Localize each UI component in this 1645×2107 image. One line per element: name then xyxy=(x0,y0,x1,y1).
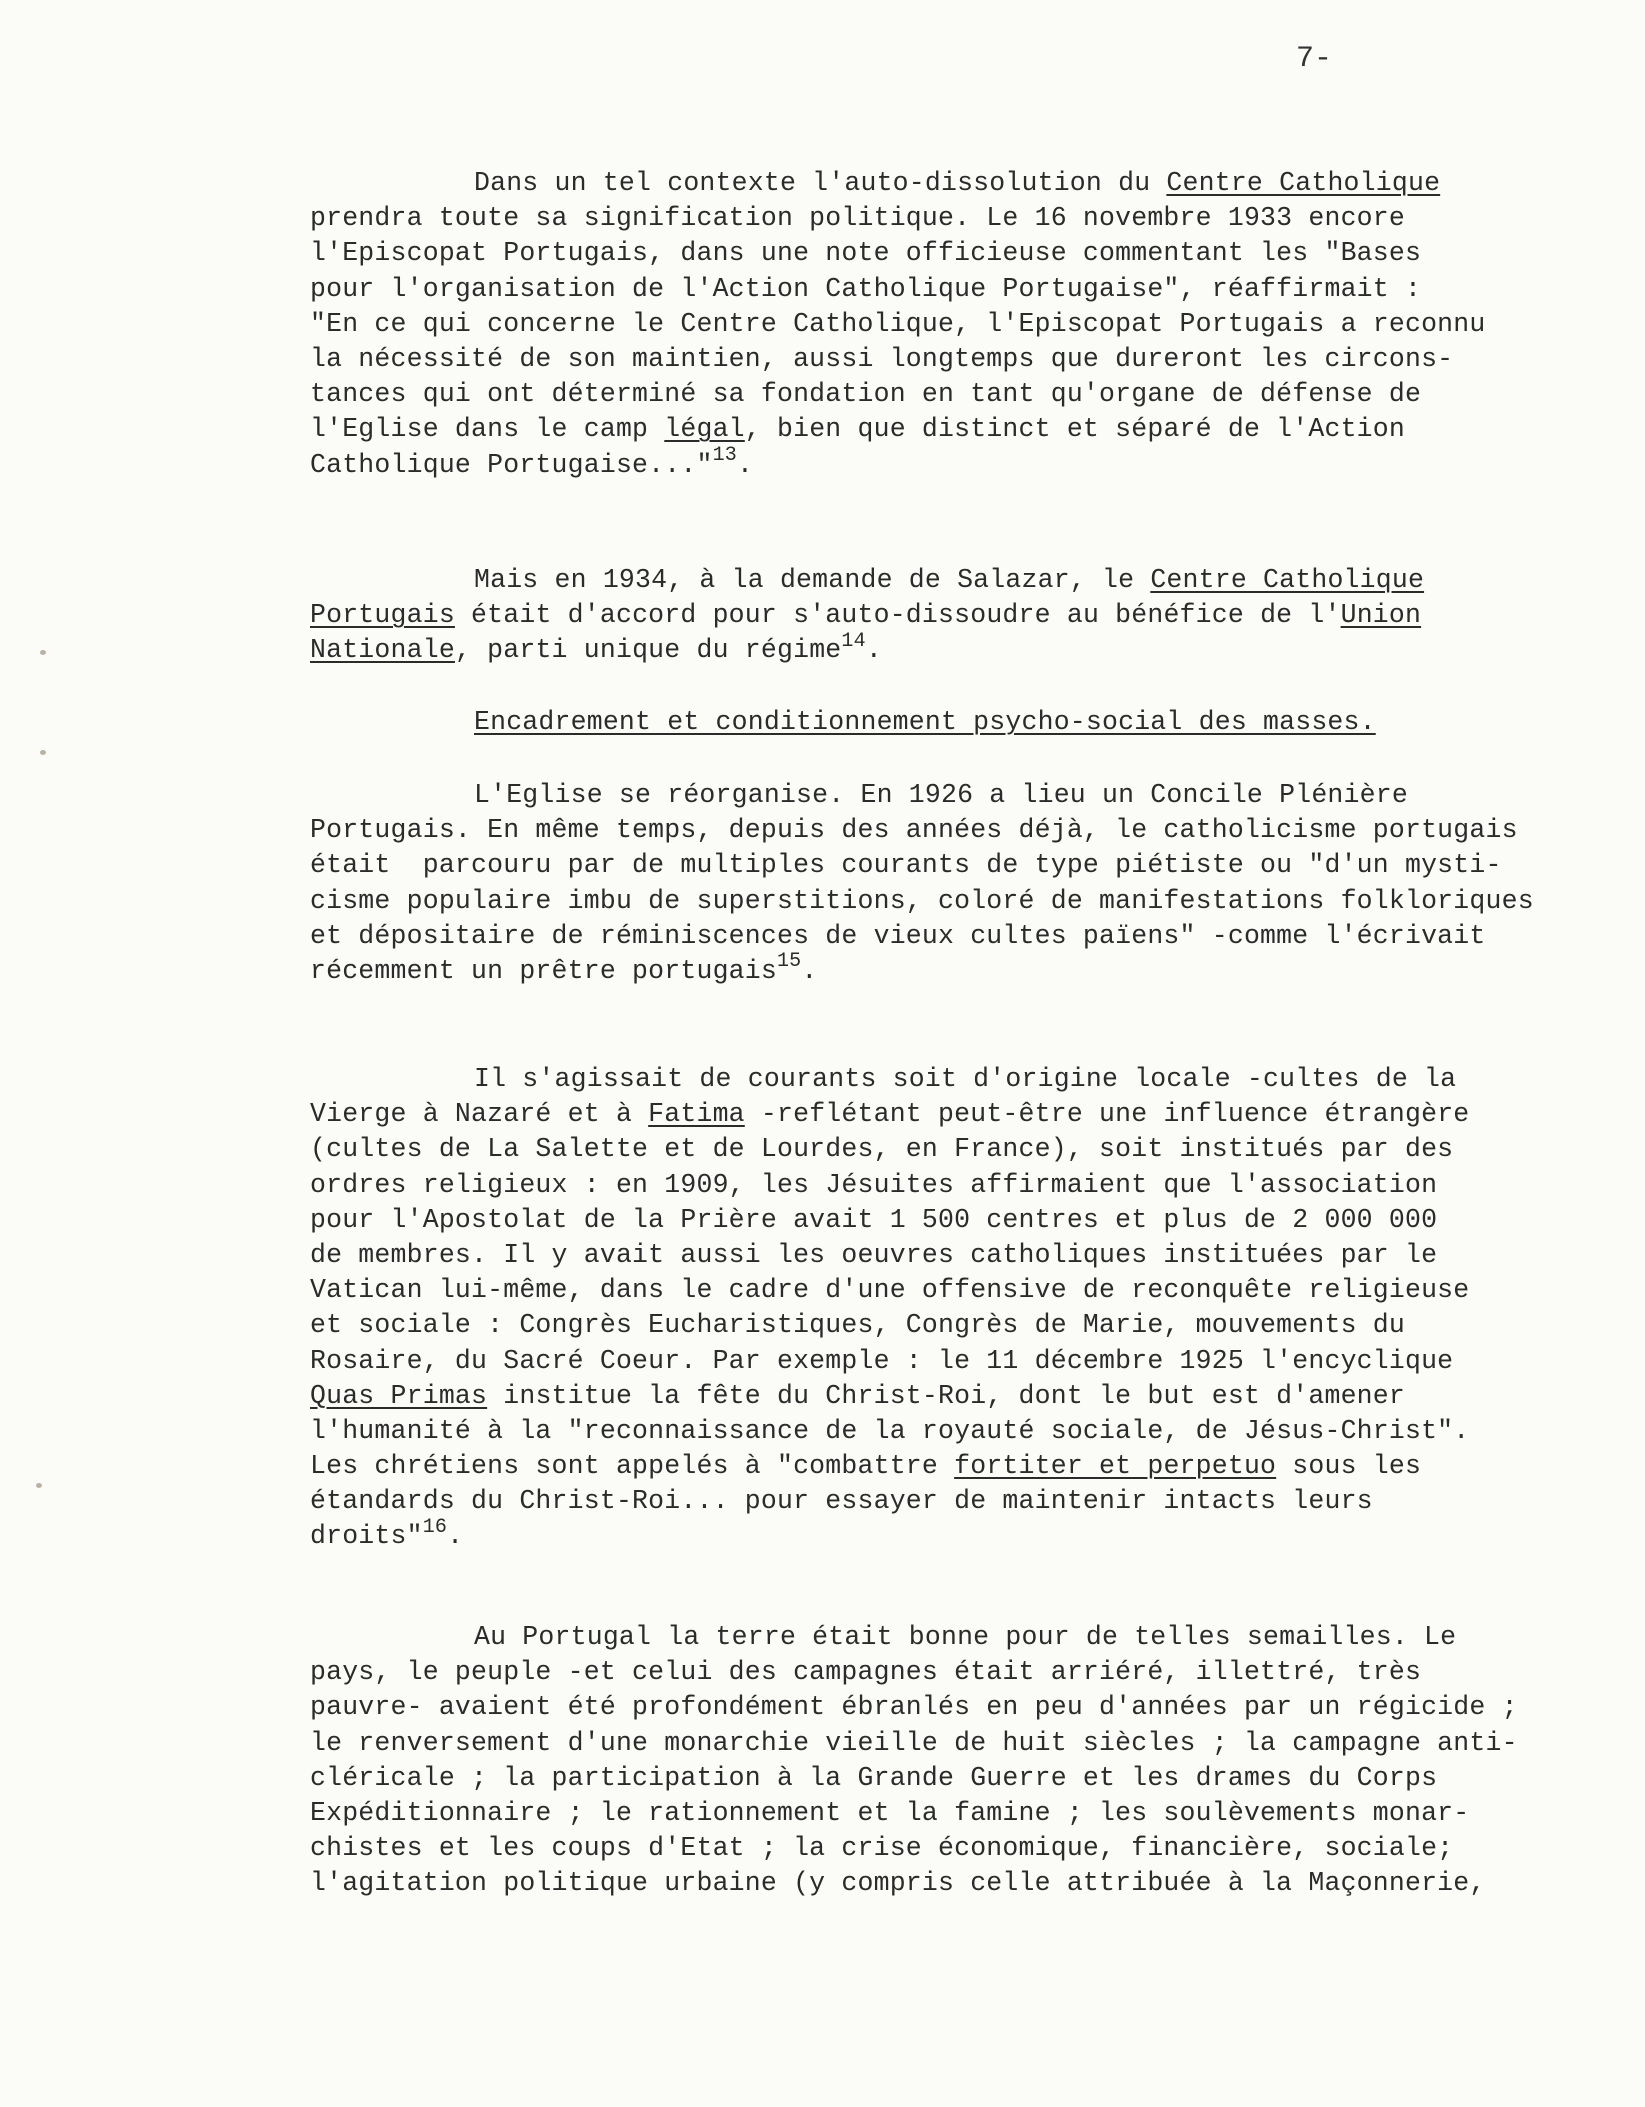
page-number: 7- xyxy=(1296,42,1333,76)
text-run: ordres religieux : en 1909, les Jésuites affirmaient que l'association xyxy=(310,1169,1438,1200)
text-line xyxy=(310,342,1486,377)
text-run: l'humanité à la "reconnaissance de la royauté sociale, de Jésus-Christ". xyxy=(310,1415,1470,1446)
text-line xyxy=(310,1097,1469,1132)
underlined-text: Union xyxy=(1340,600,1422,631)
text-run: Vatican lui-même, dans le cadre d'une offensive de reconquête religieuse xyxy=(310,1275,1470,1306)
text-line xyxy=(310,1308,1469,1343)
text-run: L'Eglise se réorganise. En 1926 a lieu un Concile Plénière xyxy=(474,780,1408,810)
text-line xyxy=(310,1866,1518,1901)
text-line xyxy=(310,1515,1469,1554)
footnote-marker: 13 xyxy=(712,443,737,467)
text-run: pays, le peuple -et celui des campagnes était arriéré, illettré, très xyxy=(310,1657,1422,1688)
text-line xyxy=(310,1273,1469,1308)
text-line xyxy=(310,201,1486,236)
text-run: . xyxy=(865,635,882,666)
paper-speck xyxy=(40,650,46,655)
text-run: étandards du Christ-Roi... pour essayer de maintenir intacts leurs xyxy=(310,1486,1373,1517)
underlined-text: Centre Catholique xyxy=(1166,168,1441,198)
text-line xyxy=(310,236,1486,271)
text-line xyxy=(310,1062,1469,1097)
text-run: pour l'organisation de l'Action Catholique Portugaise", réaffirmait : xyxy=(310,273,1422,304)
text-line xyxy=(310,1620,1518,1655)
text-line xyxy=(310,1761,1518,1796)
text-line xyxy=(310,443,1486,483)
text-line xyxy=(310,563,1424,598)
text-line xyxy=(310,307,1486,342)
text-run: Les chrétiens sont appelés à "combattre xyxy=(310,1451,955,1482)
text-run: . xyxy=(801,955,818,986)
text-run: tances qui ont déterminé sa fondation en tant qu'organe de défense de xyxy=(310,379,1422,410)
underlined-text: légal xyxy=(664,414,745,445)
text-run: l'agitation politique urbaine (y compris celle attribuée à la Maçonnerie, xyxy=(310,1868,1486,1899)
text-run: "En ce qui concerne le Centre Catholique, l'Episcopat Portugais a reconnu xyxy=(310,308,1486,339)
text-line xyxy=(310,1484,1469,1519)
paragraph-1 xyxy=(310,166,1486,483)
text-run: Vierge à Nazaré et à xyxy=(310,1099,649,1130)
text-run: l'Episcopat Portugais, dans une note officieuse commentant les "Bases xyxy=(310,238,1422,269)
text-run: et dépositaire de réminiscences de vieux cultes païens" -comme l'écrivait xyxy=(310,920,1486,951)
text-line xyxy=(310,1344,1469,1379)
text-run: -reflétant peut-être une influence étrangère xyxy=(744,1099,1470,1130)
text-run: , parti unique du régime xyxy=(454,635,842,666)
underlined-text: Fatima xyxy=(648,1099,745,1130)
text-run: droits" xyxy=(310,1521,423,1552)
text-run: la nécessité de son maintien, aussi longtemps que dureront les circons- xyxy=(310,343,1454,374)
text-line xyxy=(310,1796,1518,1831)
underlined-text: Portugais xyxy=(310,600,455,631)
paragraph-4 xyxy=(310,1062,1469,1555)
text-line xyxy=(310,1238,1469,1273)
text-line xyxy=(310,884,1534,919)
text-line xyxy=(310,1449,1469,1484)
text-line xyxy=(310,950,1534,989)
text-line xyxy=(310,1132,1469,1167)
paper-speck xyxy=(36,1483,42,1488)
text-run: . xyxy=(736,449,754,480)
text-line xyxy=(310,919,1534,954)
text-line xyxy=(310,1414,1469,1449)
paper-speck xyxy=(40,750,46,755)
text-line xyxy=(310,166,1486,201)
text-run: cisme populaire imbu de superstitions, coloré de manifestations folkloriques xyxy=(310,885,1534,916)
text-run: chistes et les coups d'Etat ; la crise économique, financière, sociale; xyxy=(310,1833,1454,1864)
text-run: Il s'agissait de courants soit d'origine locale -cultes de la xyxy=(474,1064,1457,1094)
text-line xyxy=(310,412,1486,447)
footnote-marker: 16 xyxy=(422,1515,448,1539)
text-run: , bien que distinct et séparé de l'Action xyxy=(744,414,1405,445)
text-line xyxy=(310,813,1534,848)
text-run: institue la fête du Christ-Roi, dont le but est d'amener xyxy=(487,1380,1405,1411)
text-run: Portugais. En même temps, depuis des années déjà, le catholicisme portugais xyxy=(310,815,1518,846)
text-line xyxy=(310,1690,1518,1725)
text-run: le renversement d'une monarchie vieille de huit siècles ; la campagne anti- xyxy=(310,1727,1518,1758)
text-line xyxy=(310,272,1486,307)
text-line xyxy=(310,377,1486,412)
text-line xyxy=(310,848,1534,883)
text-run: Au Portugal la terre était bonne pour de telles semailles. Le xyxy=(474,1622,1457,1652)
underlined-text: Centre Catholique xyxy=(1150,565,1425,595)
paragraph-2 xyxy=(310,563,1424,669)
text-run: prendra toute sa signification politique. Le 16 novembre 1933 encore xyxy=(310,203,1405,234)
text-run: récemment un prêtre portugais xyxy=(310,955,777,986)
text-line xyxy=(310,1831,1518,1866)
text-line xyxy=(310,778,1534,813)
text-run: (cultes de La Salette et de Lourdes, en France), soit institués par des xyxy=(310,1134,1454,1165)
underlined-text: Nationale xyxy=(310,635,455,666)
text-line xyxy=(310,1379,1469,1414)
text-run: Rosaire, du Sacré Coeur. Par exemple : le 11 décembre 1925 l'encyclique xyxy=(310,1345,1454,1376)
text-run: pour l'Apostolat de la Prière avait 1 500 centres et plus de 2 000 000 xyxy=(310,1204,1438,1235)
text-line xyxy=(310,1203,1469,1238)
text-run: . xyxy=(447,1521,464,1552)
text-run: Expéditionnaire ; le rationnement et la famine ; les soulèvements monar- xyxy=(310,1797,1470,1828)
text-line xyxy=(310,1655,1518,1690)
text-run: était parcouru par de multiples courants de type piétiste ou "d'un mysti- xyxy=(310,850,1502,881)
text-run: était d'accord pour s'auto-dissoudre au bénéfice de l' xyxy=(454,600,1341,631)
text-line xyxy=(310,1168,1469,1203)
text-run: l'Eglise dans le camp xyxy=(310,414,665,445)
text-line xyxy=(310,629,1424,668)
text-run: de membres. Il y avait aussi les oeuvres catholiques instituées par le xyxy=(310,1239,1438,1270)
text-run: Mais en 1934, à la demande de Salazar, le xyxy=(474,565,1151,595)
paragraph-3 xyxy=(310,778,1534,989)
text-run: pauvre- avaient été profondément ébranlés en peu d'années par un régicide ; xyxy=(310,1692,1518,1723)
text-run: Dans un tel contexte l'auto-dissolution du xyxy=(474,168,1167,198)
text-run: cléricale ; la participation à la Grande Guerre et les drames du Corps xyxy=(310,1762,1438,1793)
footnote-marker: 14 xyxy=(841,629,866,653)
underlined-text: fortiter et perpetuo xyxy=(954,1451,1277,1482)
text-line xyxy=(310,598,1424,633)
text-run: Catholique Portugaise..." xyxy=(310,449,713,480)
text-line xyxy=(310,1726,1518,1761)
text-run: sous les xyxy=(1276,1451,1422,1482)
section-heading: Encadrement et conditionnement psycho-social des masses. xyxy=(474,707,1376,737)
text-run: et sociale : Congrès Eucharistiques, Congrès de Marie, mouvements du xyxy=(310,1310,1405,1341)
underlined-text: Quas Primas xyxy=(310,1380,488,1411)
paragraph-5 xyxy=(310,1620,1518,1902)
footnote-marker: 15 xyxy=(776,950,802,974)
